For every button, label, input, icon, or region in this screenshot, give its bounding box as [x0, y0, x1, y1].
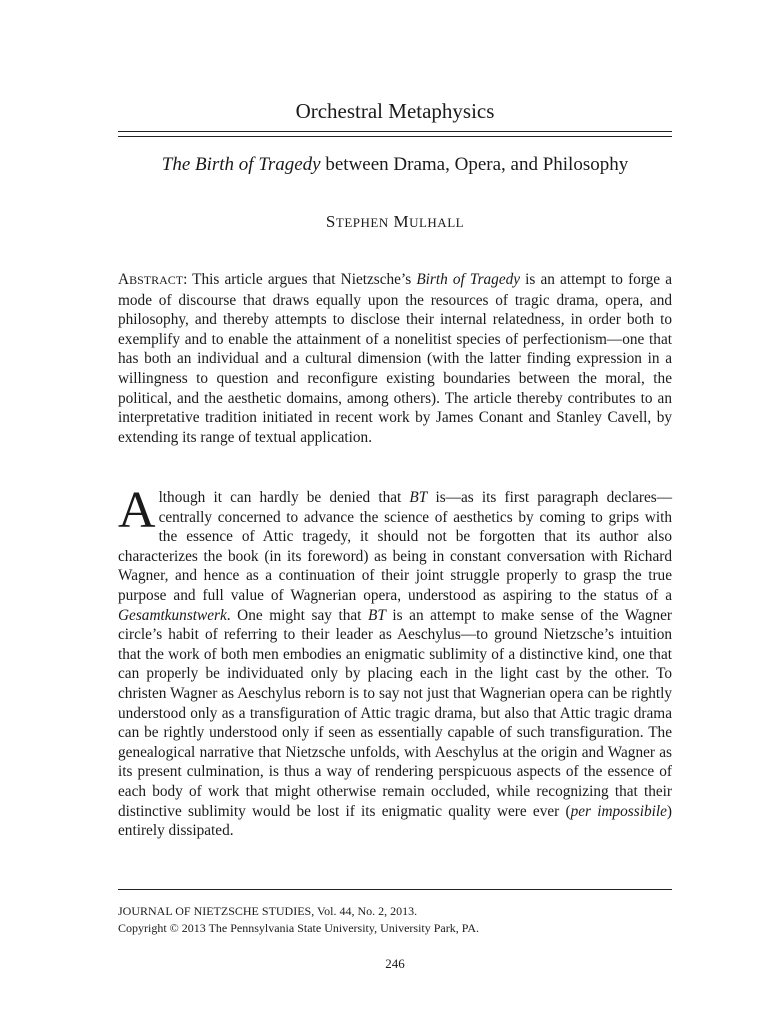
abstract-label-initial: A — [118, 271, 130, 288]
title-double-rule — [118, 131, 672, 137]
body-text-4: is an attempt to make sense of the Wagner circle’s habit of referring to their leader as Aeschylus—to ground Nietzsche’s intuition that the work of both men embodies an enigmatic sublimity of a distinctive kind, one that can properly be individuated only by placing each in the light cast by the other. To christen Wagner as Aeschylus reborn is to say not just that Wagnerian opera can be rightly understood only as a transfiguration of Attic tragic drama, but also that Attic tragic drama can be rightly understood only if seen as essentially capable of such transfiguration. The genealogical narrative that Nietzsche unfolds, with Aeschylus at the origin and Wagner as its present culmination, is thus a way of rendering perspicuous aspects of the essence of each body of work that might otherwise remain occluded, while recognizing that their distinctive sublimity would be lost if its enigmatic quality were ever ( — [118, 606, 672, 820]
abstract-label-colon: : — [183, 271, 188, 288]
body-text-1: lthough it can hardly be denied that — [158, 489, 410, 506]
body-text-3: . One might say that — [226, 606, 368, 624]
subtitle-rest: between Drama, Opera, and Philosophy — [320, 154, 629, 175]
author-first-rest: TEPHEN — [335, 215, 389, 230]
body-italic-2: Gesamtkunstwerk — [118, 606, 227, 624]
body-italic-4: per impossibile — [570, 802, 667, 820]
body-italic-1: BT — [409, 489, 428, 506]
abstract-paragraph — [118, 270, 672, 447]
author-name — [118, 211, 672, 234]
author-last-rest: ULHALL — [409, 215, 465, 230]
abstract-text-1: This article argues that Nietzsche’s — [187, 271, 417, 288]
journal-citation: JOURNAL OF NIETZSCHE STUDIES, Vol. 44, No. 2, 2013. — [118, 904, 418, 918]
author-first-initial: S — [325, 212, 336, 231]
drop-cap: A — [118, 482, 156, 539]
footer-rule — [118, 889, 672, 890]
body-italic-3: BT — [367, 606, 386, 624]
author-last-initial: M — [393, 212, 410, 231]
body-text-2: is—as its first paragraph declares—centrally concerned to advance the science of aesthetics by coming to grips with the essence of Attic tragedy, it should not be forgotten that its author also characterizes the book (in its foreword) as being in constant conversation with Richard Wagner, and hence as a continuation of their joint struggle properly to grasp the true purpose and full value of Wagnerian opera, understood as aspiring to the status of a — [118, 489, 672, 604]
article-subtitle — [118, 153, 672, 177]
abstract-label-rest: BSTRACT — [129, 273, 184, 287]
copyright-notice: Copyright © 2013 The Pennsylvania State University, University Park, PA. — [118, 921, 479, 935]
article-title: Orchestral Metaphysics — [295, 99, 495, 123]
abstract-text-2: is an attempt to forge a mode of discourse that draws equally upon the resources of tragic drama, opera, and philosophy, and thereby attempts to disclose their internal relatedness, in order both to exemplify and to enable the attainment of a nonelitist species of perfectionism—one that has both an individual and a cultural dimension (with the latter finding expression in a willingness to question and reconfigure existing boundaries between the moral, the political, and the aesthetic domains, among others). The article thereby contributes to an interpretative tradition initiated in recent work by James Conant and Stanley Cavell, by extending its range of textual application. — [118, 271, 672, 446]
body-paragraph — [118, 482, 672, 841]
subtitle-book-title: The Birth of Tragedy — [161, 154, 321, 175]
page-number: 246 — [385, 956, 405, 971]
body-text-5: ) entirely dissipated. — [118, 802, 672, 840]
abstract-book-title: Birth of Tragedy — [416, 271, 521, 288]
